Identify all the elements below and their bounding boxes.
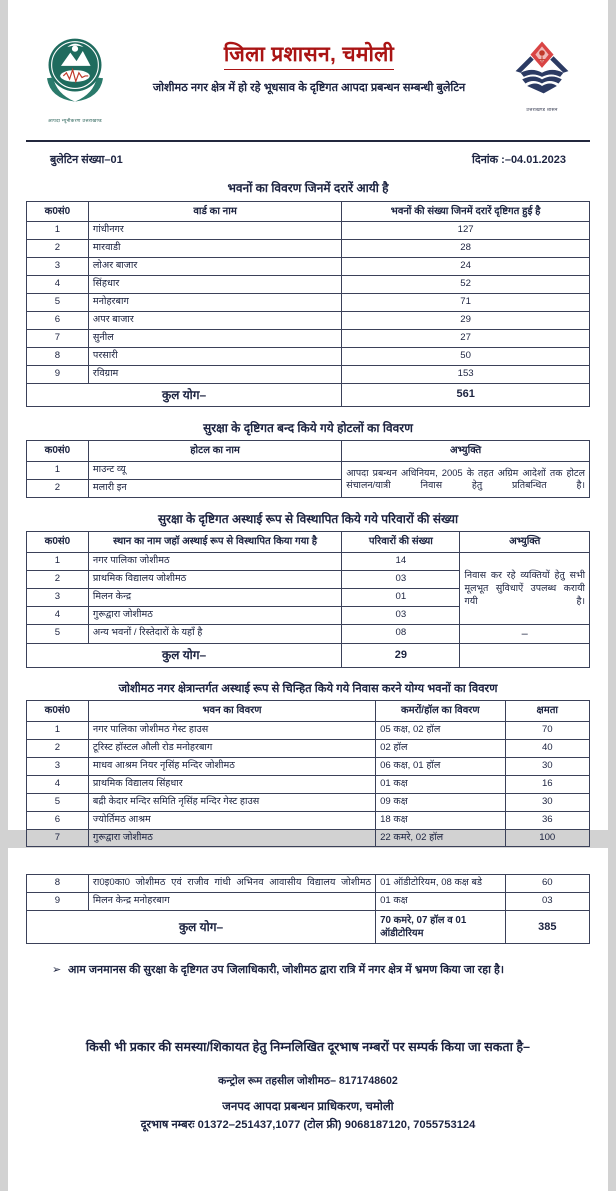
cell-capacity: 60 bbox=[505, 875, 589, 893]
table-row bbox=[27, 793, 590, 811]
cell-total-empty bbox=[460, 644, 590, 667]
table-row bbox=[27, 775, 590, 793]
cell-building: गुरूद्वारा जोशीमठ bbox=[88, 829, 375, 847]
column-header-hotel-name: होटल का नाम bbox=[88, 441, 341, 462]
cell-families: 14 bbox=[342, 552, 460, 570]
cell-place: अन्य भवनों / रिस्तेदारों के यहाँ है bbox=[88, 624, 341, 644]
page-subtitle: जोशीमठ नगर क्षेत्र में हो रहे भूधसाव के दृष्टिगत आपदा प्रबन्धन सम्बन्धी बुलेटिन bbox=[152, 82, 466, 95]
cell-sno: 9 bbox=[27, 365, 89, 383]
table-header-row bbox=[27, 701, 590, 722]
cell-ward: सुनील bbox=[88, 329, 341, 347]
column-header-remark: अभ्युक्ति bbox=[460, 532, 590, 553]
bullet-arrow-icon: ➢ bbox=[52, 964, 62, 977]
cell-ward: गांधीनगर bbox=[88, 222, 341, 240]
column-header-building: भवन का विवरण bbox=[88, 701, 375, 722]
cell-sno: 2 bbox=[27, 479, 89, 497]
cell-count: 50 bbox=[342, 347, 590, 365]
column-header-count: भवनों की संख्या जिनमें दरारें दृष्टिगत हुई है bbox=[342, 201, 590, 222]
cell-ward: परसारी bbox=[88, 347, 341, 365]
footer-control-room: कन्ट्रोल रूम तहसील जोशीमठ– 8171748602 bbox=[218, 1074, 398, 1087]
section-title-cracks: भवनों का विवरण जिनमें दरारें आयी है bbox=[227, 181, 389, 195]
cell-building: नगर पालिका जोशीमठ गेस्ट हाउस bbox=[88, 721, 375, 739]
cell-rooms: 18 कक्ष bbox=[376, 811, 505, 829]
cell-count: 29 bbox=[342, 311, 590, 329]
cell-count: 24 bbox=[342, 257, 590, 275]
cell-ward: लोअर बाजार bbox=[88, 257, 341, 275]
column-header-sno: क0सं0 bbox=[27, 532, 89, 553]
table-row bbox=[27, 739, 590, 757]
cell-remark: निवास कर रहे व्यक्तियों हेतु सभी मूलभूत सुविधाऐं उपलब्ध करायी गयी है। bbox=[460, 552, 590, 624]
cell-sno: 9 bbox=[27, 892, 89, 910]
cell-total-rooms: 70 कमरे, 07 हॉल व 01 ऑडीटोरियम bbox=[376, 910, 505, 943]
cell-sno: 6 bbox=[27, 311, 89, 329]
table-total-row bbox=[27, 644, 590, 667]
column-header-ward: वार्ड का नाम bbox=[88, 201, 341, 222]
cell-sno: 2 bbox=[27, 739, 89, 757]
cell-sno: 1 bbox=[27, 461, 89, 479]
cell-total-label: कुल योग– bbox=[27, 910, 376, 943]
cell-ward: सिंहधार bbox=[88, 275, 341, 293]
cell-capacity: 30 bbox=[505, 757, 589, 775]
footer-lead-text: किसी भी प्रकार की समस्या/शिकायत हेतु निम्नलिखित दूरभाष नम्बरों पर सम्पर्क किया जा सकता है– bbox=[85, 1040, 531, 1055]
section-title-hotels: सुरक्षा के दृष्टिगत बन्द किये गये होटलों का विवरण bbox=[203, 420, 413, 435]
uttarakhand-emblem-caption: उत्तराखण्ड शासन bbox=[526, 107, 558, 112]
table-buildings-with-cracks bbox=[26, 201, 590, 407]
cell-rooms: 02 हॉल bbox=[376, 739, 505, 757]
cell-rooms: 22 कमरे, 02 हॉल bbox=[376, 829, 505, 847]
table-identified-shelters-continued bbox=[26, 874, 590, 944]
table-row bbox=[27, 624, 590, 644]
bulletin-meta-row bbox=[26, 142, 590, 167]
footer-authority: जनपद आपदा प्रबन्धन प्राधिकरण, चमोली bbox=[222, 1099, 394, 1113]
cell-total-value: 561 bbox=[342, 383, 590, 406]
cell-sno: 6 bbox=[27, 811, 89, 829]
cell-sno: 7 bbox=[27, 329, 89, 347]
cell-hotel-name: माउन्ट व्यू bbox=[88, 461, 341, 479]
page-title: जिला प्रशासन, चमोली bbox=[224, 42, 394, 70]
table-row bbox=[27, 365, 590, 383]
cell-sno: 2 bbox=[27, 570, 89, 588]
cell-rooms: 09 कक्ष bbox=[376, 793, 505, 811]
section-title-displaced: सुरक्षा के दृष्टिगत अस्थाई रूप से विस्थापित किये गये परिवारों की संख्या bbox=[157, 511, 459, 526]
cell-ward: रविग्राम bbox=[88, 365, 341, 383]
cell-total-label: कुल योग– bbox=[27, 644, 342, 667]
cell-sno: 3 bbox=[27, 588, 89, 606]
cell-sno: 7 bbox=[27, 829, 89, 847]
cell-sno: 1 bbox=[27, 222, 89, 240]
table-closed-hotels bbox=[26, 440, 590, 497]
cell-sno: 8 bbox=[27, 875, 89, 893]
uttarakhand-emblem-svg bbox=[509, 38, 575, 101]
cell-capacity: 100 bbox=[505, 829, 589, 847]
cell-count: 28 bbox=[342, 240, 590, 258]
cell-sno: 5 bbox=[27, 793, 89, 811]
column-header-place: स्थान का नाम जहॉ अस्थाई रूप से विस्थापित किया गया है bbox=[88, 532, 341, 553]
column-header-sno: क0सं0 bbox=[27, 201, 89, 222]
cell-rooms: 01 ऑडीटोरियम, 08 कक्ष बडे bbox=[376, 875, 505, 893]
cell-families: 03 bbox=[342, 570, 460, 588]
column-header-capacity: क्षमता bbox=[505, 701, 589, 722]
bulletin-number: बुलेटिन संख्या–01 bbox=[50, 154, 123, 166]
cell-building: प्राथमिक विद्यालय सिंहधार bbox=[88, 775, 375, 793]
table-total-row bbox=[27, 910, 590, 943]
bulletin-date: दिनांक :–04.01.2023 bbox=[472, 154, 566, 166]
table-header-row bbox=[27, 532, 590, 553]
cell-sno: 1 bbox=[27, 552, 89, 570]
cell-ward: मनोहरबाग bbox=[88, 293, 341, 311]
cell-building: ज्योर्तिमठ आश्रम bbox=[88, 811, 375, 829]
table-row bbox=[27, 757, 590, 775]
cell-sno: 1 bbox=[27, 721, 89, 739]
cell-place: मिलन केन्द्र bbox=[88, 588, 341, 606]
table-row bbox=[27, 257, 590, 275]
cell-rooms: 05 कक्ष, 02 हॉल bbox=[376, 721, 505, 739]
cell-count: 27 bbox=[342, 329, 590, 347]
footer-phone-numbers: दूरभाष नम्बरः 01372–251437,1077 (टोल फ्री) 9068187120, 7055753124 bbox=[140, 1118, 476, 1131]
cell-total-capacity: 385 bbox=[505, 910, 589, 943]
cell-sno: 5 bbox=[27, 293, 89, 311]
cell-capacity: 40 bbox=[505, 739, 589, 757]
cell-hotel-name: मलारी इन bbox=[88, 479, 341, 497]
note-text: आम जनमानस की सुरक्षा के दृष्टिगत उप जिलाधिकारी, जोशीमठ द्वारा रात्रि में नगर क्षेत्र में भ्रमण किया जा रहा है। bbox=[68, 964, 505, 977]
cell-rooms: 01 कक्ष bbox=[376, 775, 505, 793]
table-total-row bbox=[27, 383, 590, 406]
cell-remark-dash: – bbox=[460, 624, 590, 644]
table-row bbox=[27, 829, 590, 847]
header-center bbox=[124, 30, 494, 98]
cell-sno: 2 bbox=[27, 240, 89, 258]
table-row bbox=[27, 721, 590, 739]
cell-building: बद्री केदार मन्दिर समिति नृसिंह मन्दिर गेस्ट हाउस bbox=[88, 793, 375, 811]
column-header-rooms: कमरों/हॉल का विवरण bbox=[376, 701, 505, 722]
cell-count: 52 bbox=[342, 275, 590, 293]
cell-capacity: 36 bbox=[505, 811, 589, 829]
cell-building: माधव आश्रम नियर नृसिंह मन्दिर जोशीमठ bbox=[88, 757, 375, 775]
cell-sno: 5 bbox=[27, 624, 89, 644]
table-row bbox=[27, 222, 590, 240]
cell-ward: मारवाडी bbox=[88, 240, 341, 258]
cell-total-value: 29 bbox=[342, 644, 460, 667]
cell-families: 08 bbox=[342, 624, 460, 644]
cell-building: टूरिस्ट हॉस्टल औली रोड मनोहरबाग bbox=[88, 739, 375, 757]
cell-capacity: 30 bbox=[505, 793, 589, 811]
document-page-2 bbox=[8, 848, 608, 1191]
letterhead bbox=[26, 0, 590, 132]
usdma-logo bbox=[26, 30, 124, 124]
table-row bbox=[27, 875, 590, 893]
cell-ward: अपर बाजार bbox=[88, 311, 341, 329]
column-header-remark: अभ्युक्ति bbox=[342, 441, 590, 462]
section-title-shelters: जोशीमठ नगर क्षेत्रान्तर्गत अस्थाई रूप से चिन्हित किये गये निवास करने योग्य भवनों का विवरण bbox=[118, 682, 498, 695]
uttarakhand-government-emblem bbox=[494, 30, 590, 113]
cell-rooms: 01 कक्ष bbox=[376, 892, 505, 910]
table-header-row bbox=[27, 201, 590, 222]
cell-families: 03 bbox=[342, 606, 460, 624]
cell-building: मिलन केन्द्र मनोहरबाग bbox=[88, 892, 375, 910]
cell-capacity: 70 bbox=[505, 721, 589, 739]
cell-sno: 4 bbox=[27, 775, 89, 793]
cell-building: रा0इ0का0 जोशीमठ एवं राजीव गांधी अभिनव आवासीय विद्यालय जोशीमठ bbox=[88, 875, 375, 893]
cell-place: नगर पालिका जोशीमठ bbox=[88, 552, 341, 570]
usdma-emblem-svg bbox=[36, 30, 114, 111]
table-row bbox=[27, 311, 590, 329]
cell-count: 71 bbox=[342, 293, 590, 311]
cell-count: 153 bbox=[342, 365, 590, 383]
column-header-sno: क0सं0 bbox=[27, 441, 89, 462]
table-row bbox=[27, 811, 590, 829]
cell-place: गुरूद्वारा जोशीमठ bbox=[88, 606, 341, 624]
cell-sno: 3 bbox=[27, 257, 89, 275]
document-footer bbox=[26, 1037, 590, 1131]
usdma-logo-caption: आपदा न्यूनीकरण उत्तराखण्ड bbox=[48, 118, 102, 123]
cell-capacity: 03 bbox=[505, 892, 589, 910]
cell-count: 127 bbox=[342, 222, 590, 240]
cell-sno: 4 bbox=[27, 275, 89, 293]
cell-sno: 8 bbox=[27, 347, 89, 365]
cell-rooms: 06 कक्ष, 01 हॉल bbox=[376, 757, 505, 775]
cell-families: 01 bbox=[342, 588, 460, 606]
cell-capacity: 16 bbox=[505, 775, 589, 793]
column-header-families: परिवारों की संख्या bbox=[342, 532, 460, 553]
table-row bbox=[27, 240, 590, 258]
table-row bbox=[27, 329, 590, 347]
cell-total-label: कुल योग– bbox=[27, 383, 342, 406]
table-row bbox=[27, 293, 590, 311]
cell-sno: 4 bbox=[27, 606, 89, 624]
table-header-row bbox=[27, 441, 590, 462]
cell-sno: 3 bbox=[27, 757, 89, 775]
table-row bbox=[27, 892, 590, 910]
table-identified-shelters bbox=[26, 700, 590, 847]
table-row bbox=[27, 347, 590, 365]
table-displaced-families bbox=[26, 531, 590, 667]
note-bullet bbox=[52, 962, 576, 979]
column-header-sno: क0सं0 bbox=[27, 701, 89, 722]
table-row bbox=[27, 552, 590, 570]
cell-remark: आपदा प्रबन्धन अधिनियम, 2005 के तहत अग्रिम आदेशों तक होटल संचालन/यात्री निवास हेतु प्रतिबन्धित है। bbox=[342, 461, 590, 497]
table-row bbox=[27, 461, 590, 479]
table-row bbox=[27, 275, 590, 293]
cell-place: प्राथमिक विद्यालय जोशीमठ bbox=[88, 570, 341, 588]
document-page-1 bbox=[8, 0, 608, 843]
